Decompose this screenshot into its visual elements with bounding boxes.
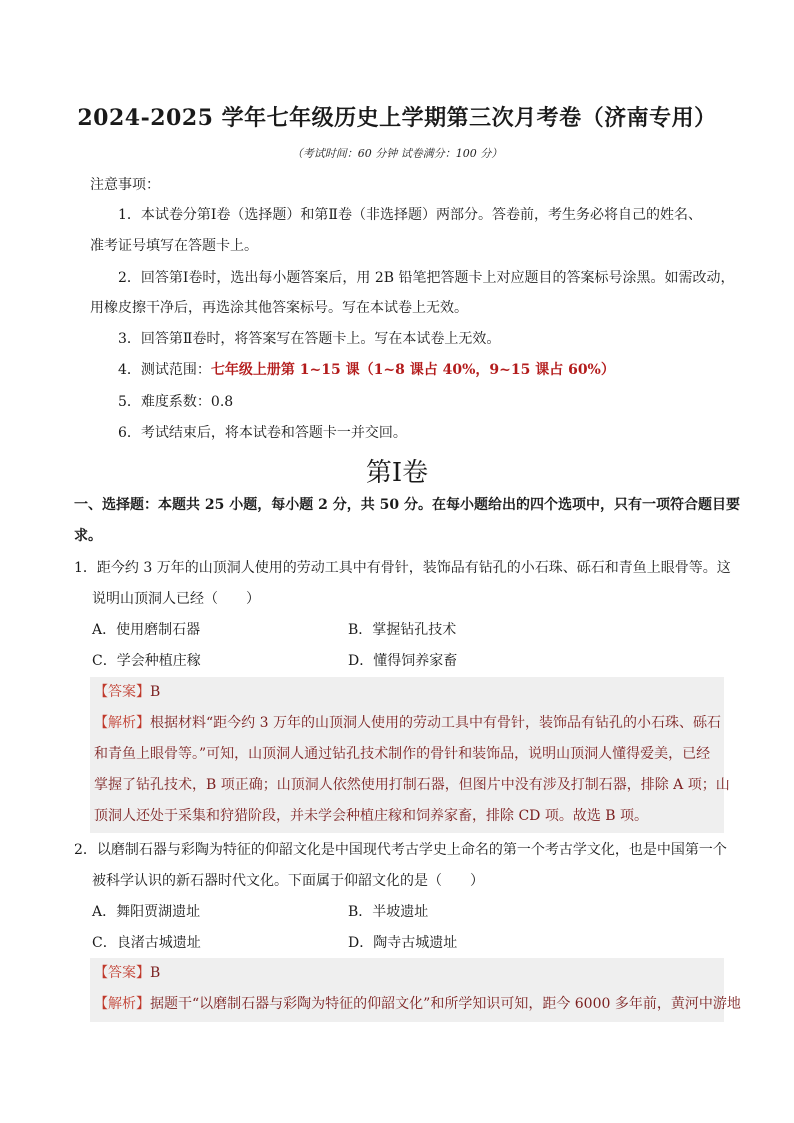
exam-title: 2024-2025 学年七年级历史上学期第三次月考卷（济南专用） xyxy=(77,105,717,131)
q1-analysis-tag: 【解析】 xyxy=(94,715,150,731)
q2-answer-value: B xyxy=(150,965,161,981)
note-1-line-2: 准考证号填写在答题卡上。 xyxy=(90,238,258,254)
q1-option-d: D．懂得饲养家畜 xyxy=(348,653,458,669)
note-2-line-1: 2．回答第Ⅰ卷时，选出每小题答案后，用 2B 铅笔把答题卡上对应题目的答案标号涂黑。如需改动， xyxy=(118,270,735,286)
q1-option-a: A．使用磨制石器 xyxy=(92,622,201,638)
note-5: 5．难度系数：0.8 xyxy=(118,394,234,410)
q1-analysis-text-1: 根据材料“距今约 3 万年的山顶洞人使用的劳动工具中有骨针，装饰品有钻孔的小石珠、砾石 xyxy=(150,715,721,731)
exam-subtitle: （考试时间：60 分钟 试卷满分：100 分） xyxy=(291,147,503,160)
note-4 xyxy=(118,360,615,380)
q2-option-a: A．舞阳贾湖遗址 xyxy=(92,904,201,920)
q2-analysis-text-1: 据题干“以磨制石器与彩陶为特征的仰韶文化”和所学知识可知，距今 6000 多年前，黄河中游地 xyxy=(150,996,741,1012)
q2-option-b: B．半坡遗址 xyxy=(348,904,429,920)
q1-analysis-line-2: 和青鱼上眼骨等。”可知，山顶洞人通过钻孔技术制作的骨针和装饰品，说明山顶洞人懂得爱美，已经 xyxy=(94,746,711,762)
section-instructions-line-1: 一、选择题：本题共 25 小题，每小题 2 分，共 50 分。在每小题给出的四个选项中，只有一项符合题目要 xyxy=(74,497,740,513)
q1-analysis-line-3: 掌握了钻孔技术，B 项正确；山顶洞人依然使用打制石器，但图片中没有涉及打制石器，排除 A 项；山 xyxy=(94,777,730,793)
q2-answer-tag: 【答案】 xyxy=(94,965,150,981)
note-3: 3．回答第Ⅱ卷时，将答案写在答题卡上。写在本试卷上无效。 xyxy=(118,331,501,347)
q2-analysis-line-1 xyxy=(94,994,741,1014)
q1-option-c: C．学会种植庄稼 xyxy=(92,653,201,669)
q2-option-c: C．良渚古城遗址 xyxy=(92,935,201,951)
q2-analysis-tag: 【解析】 xyxy=(94,996,150,1012)
q1-analysis-line-4: 顶洞人还处于采集和狩猎阶段，并未学会种植庄稼和饲养家畜，排除 CD 项。故选 B 项。 xyxy=(94,808,649,824)
q2-stem-line-1: 2．以磨制石器与彩陶为特征的仰韶文化是中国现代考古学史上命名的第一个考古学文化，也是中国第一个 xyxy=(74,842,727,858)
note-2-line-2: 用橡皮擦干净后，再选涂其他答案标号。写在本试卷上无效。 xyxy=(90,300,468,316)
q2-answer xyxy=(94,963,160,983)
note-4-scope: 七年级上册第 1~15 课（1~8 课占 40%，9~15 课占 60%） xyxy=(210,362,615,378)
note-4-prefix: 4．测试范围： xyxy=(118,362,211,378)
note-1-line-1: 1．本试卷分第Ⅰ卷（选择题）和第Ⅱ卷（非选择题）两部分。答卷前，考生务必将自己的姓名、 xyxy=(118,207,702,223)
section-instructions-line-2: 求。 xyxy=(74,528,102,544)
section-title: 第Ⅰ卷 xyxy=(365,458,429,488)
note-6: 6．考试结束后，将本试卷和答题卡一并交回。 xyxy=(118,425,407,441)
q1-answer xyxy=(94,682,160,702)
q1-stem-line-1: 1．距今约 3 万年的山顶洞人使用的劳动工具中有骨针，装饰品有钻孔的小石珠、砾石和青鱼上眼骨等。这 xyxy=(74,560,731,576)
q1-answer-tag: 【答案】 xyxy=(94,684,150,700)
q1-stem-line-2: 说明山顶洞人已经（ ） xyxy=(92,591,260,607)
q2-stem-line-2: 被科学认识的新石器时代文化。下面属于仰韶文化的是（ ） xyxy=(92,873,484,889)
q1-option-b: B．掌握钻孔技术 xyxy=(348,622,457,638)
q1-answer-value: B xyxy=(150,684,161,700)
q1-analysis-line-1 xyxy=(94,713,721,733)
q2-option-d: D．陶寺古城遗址 xyxy=(348,935,458,951)
notes-heading: 注意事项： xyxy=(90,177,160,193)
